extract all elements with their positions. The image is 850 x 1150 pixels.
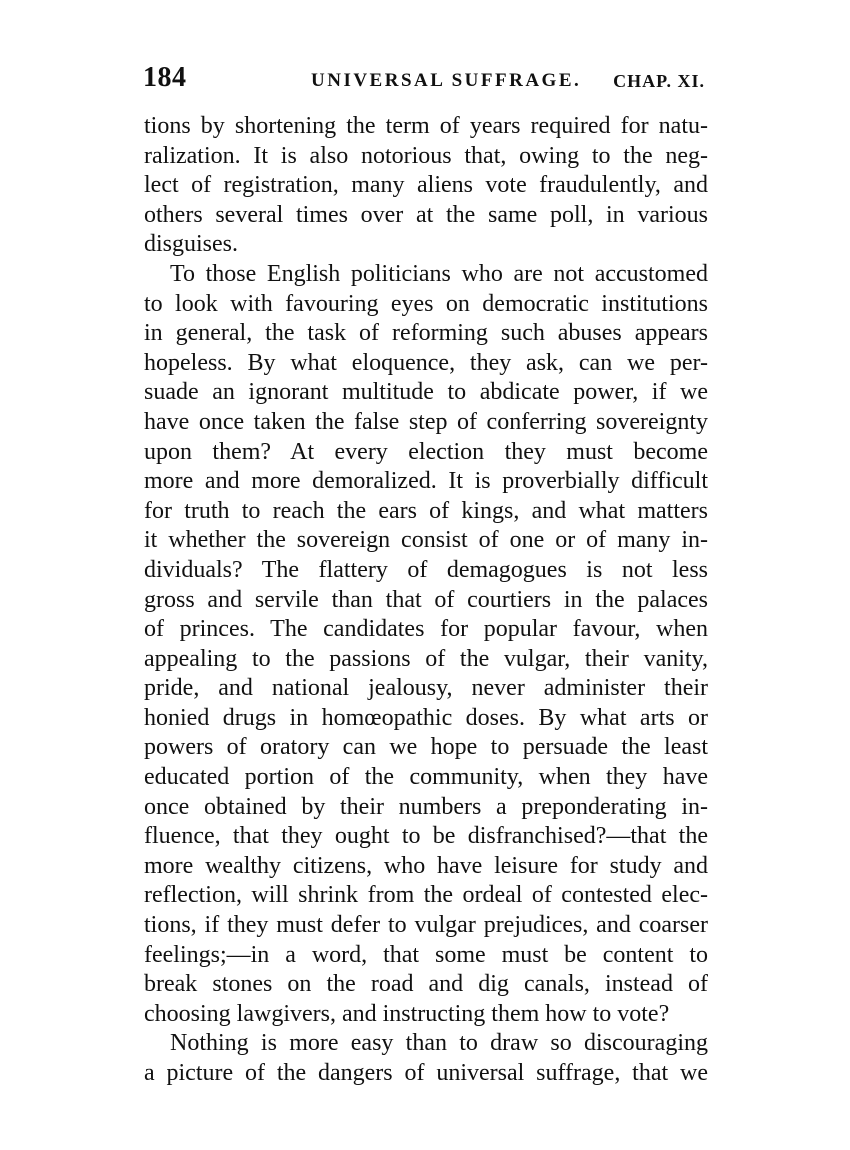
text-line: reflection, will shrink from the ordeal of contested elec- [144, 882, 708, 909]
running-title: UNIVERSAL SUFFRAGE. [311, 70, 582, 91]
text-line: appealing to the passions of the vulgar, their vanity, [144, 645, 708, 672]
text-line: break stones on the road and dig canals, instead of [144, 971, 708, 998]
text-line: upon them? At every election they must become [144, 438, 708, 465]
text-line: in general, the task of reforming such abuses appears [144, 320, 708, 347]
text-line: to look with favouring eyes on democratic institutions [144, 290, 708, 317]
text-line: honied drugs in homœopathic doses. By what arts or [144, 704, 708, 731]
text-line: more and more demoralized. It is proverbially difficult [144, 468, 708, 495]
text-line: it whether the sovereign consist of one or of many in- [144, 527, 708, 554]
text-line: disguises. [144, 231, 239, 258]
text-line: fluence, that they ought to be disfranchised?—that the [144, 823, 708, 850]
text-line: Nothing is more easy than to draw so discouraging [170, 1030, 708, 1057]
text-line: choosing lawgivers, and instructing them how to vote? [144, 1000, 670, 1027]
running-head [143, 62, 705, 96]
page-number: 184 [143, 62, 187, 93]
text-line: for truth to reach the ears of kings, and what matters [144, 497, 708, 524]
text-line: of princes. The candidates for popular favour, when [144, 616, 708, 643]
paragraph [144, 260, 708, 1029]
text-line: once obtained by their numbers a preponderating in- [144, 793, 708, 820]
text-line: tions, if they must defer to vulgar prejudices, and coarser [144, 912, 708, 939]
text-line: ralization. It is also notorious that, owing to the neg- [144, 142, 708, 169]
text-line: have once taken the false step of conferring sovereignty [144, 408, 708, 435]
text-line: lect of registration, many aliens vote fraudulently, and [144, 172, 708, 199]
text-line: others several times over at the same poll, in various [144, 201, 708, 228]
text-line: tions by shortening the term of years required for natu- [144, 113, 708, 139]
paragraph [144, 112, 708, 260]
text-line: To those English politicians who are not accustomed [170, 260, 708, 287]
text-line: more wealthy citizens, who have leisure for study and [144, 852, 708, 879]
chapter-label: CHAP. XI. [613, 71, 705, 91]
text-line: educated portion of the community, when they have [144, 764, 708, 791]
text-line: hopeless. By what eloquence, they ask, can we per- [144, 349, 708, 376]
text-line: pride, and national jealousy, never administer their [144, 675, 708, 702]
text-line: a picture of the dangers of universal suffrage, that we [144, 1060, 708, 1086]
text-line: suade an ignorant multitude to abdicate power, if we [144, 379, 708, 406]
text-line: powers of oratory can we hope to persuade the least [144, 734, 708, 761]
paragraph [144, 1029, 708, 1088]
text-line: dividuals? The flattery of demagogues is not less [144, 556, 708, 583]
text-line: feelings;—in a word, that some must be content to [144, 941, 708, 968]
text-line: gross and servile than that of courtiers in the palaces [144, 586, 708, 613]
body-text [144, 112, 708, 1089]
